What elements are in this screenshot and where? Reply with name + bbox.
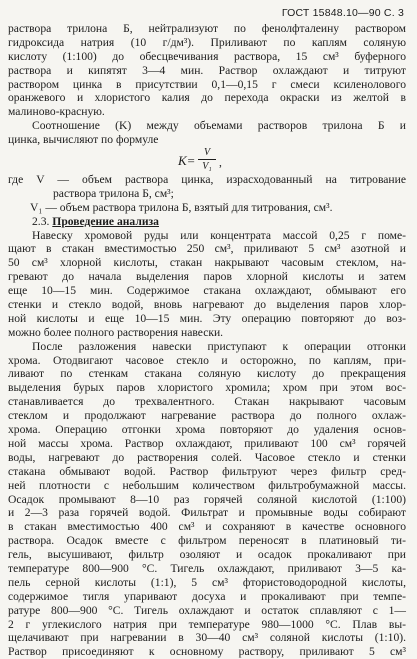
paragraph-ratio <box>8 119 406 147</box>
text-line: гревают до начала выделения паров хлорной кислоты и затем <box>8 270 406 284</box>
text-line: После разложения навески приступают к операции отгонки <box>32 339 406 353</box>
text-line: пель серной кислоты (1:1), 5 см³ фтористоводородной кислоты, <box>8 575 406 589</box>
text-line: 50 см³ хлорной кислоты, стакан накрывают часовым стеклом, на- <box>8 256 406 270</box>
text-line: Навеску хромовой руды или концентрата массой 0,25 г поме- <box>32 228 406 242</box>
text-line: щают в стакан вместимостью 250 см³, приливают 5 см³ азотной и <box>8 242 406 256</box>
text-line: Соотношение (K) между объемами растворов трилона Б и <box>32 119 406 133</box>
text-line: малиново-красную. <box>8 105 105 119</box>
text-line: ливают по стенкам стакана соляную кислоту до прекращения <box>8 367 406 381</box>
text-line: раствора. Осадок вместе с фильтром переносят в платиновый ти- <box>8 534 406 548</box>
text-line: раствора трилона Б, нейтрализуют по фенолфталеину раствором <box>8 22 406 35</box>
page-body <box>8 22 406 659</box>
section-number: 2.3. <box>32 214 50 228</box>
text-line: воды, нагревают до растворения солей. Часовое стекло и стенки <box>8 450 406 464</box>
page-header: ГОСТ 15848.10—90 С. 3 <box>281 7 404 19</box>
formula-k <box>8 147 406 173</box>
formula-numerator: V <box>198 147 216 160</box>
paragraph-distillation <box>8 340 406 659</box>
formula-definitions <box>8 173 406 215</box>
text-line: кислоту (1:100) до обесцвечивания раствора, 15 см³ буферного <box>8 49 406 63</box>
text-line: раствора и кипятят 3—4 мин. Раствор охлаждают и титруют <box>8 63 406 77</box>
text-line: раствором цинка в присутствии 0,1—0,15 г смеси ксиленолового <box>8 77 406 91</box>
text-line: еще 10—15 мин. Содержимое стакана охлаждают, обмывают его <box>8 284 406 298</box>
definition-line: V₁ — объем раствора трилона Б, взятый для титрования, см³. <box>30 200 333 214</box>
text-line: в стакан вместимостью 400 см³ и сохраняют в качестве основного <box>8 520 406 534</box>
text-line: стенки и стекло водой, вновь нагревают до выделения паров хлор- <box>8 298 406 312</box>
formula-fraction <box>198 147 216 172</box>
text-line: стеклом и продолжают нагревание раствора до полного охлаж- <box>8 409 406 423</box>
text-line: гель, высушивают, фильтр озоляют и осадок прокаливают при <box>8 548 406 562</box>
section-heading <box>8 215 406 229</box>
paragraph-titration <box>8 22 406 119</box>
formula-comma: , <box>219 156 222 170</box>
text-line: Раствор присоединяют к основному раствору, приливают 5 см³ <box>8 645 406 659</box>
text-line: щелачивают при нагревании в 30—40 см³ соляной кислоты (1:10). <box>8 631 406 645</box>
text-line: можно более полного растворения навески. <box>8 325 224 339</box>
section-title: Проведение анализа <box>52 214 159 228</box>
text-line: 2 г углекислого натрия при температуре 980—1000 °С. Плав вы- <box>8 617 406 631</box>
text-line: ной массы хрома. Раствор охлаждают, приливают 100 см³ горячей <box>8 436 406 450</box>
text-line: цинка, вычисляют по формуле <box>8 133 159 147</box>
text-line: и 2—3 раза горячей водой. Фильтрат и промывные воды собирают <box>8 506 406 520</box>
paragraph-decomposition <box>8 229 406 340</box>
definition-line: раствора трилона Б, см³; <box>53 186 174 200</box>
text-line: температуре 800—900 °С. Тигель охлаждают, приливают 3—5 ка- <box>8 561 406 575</box>
text-line: ной кислоты и еще 10—15 мин. Эту операцию повторяют до воз- <box>8 311 406 325</box>
text-line: ней плотности с небольшим количеством фильтробумажной массы. <box>8 478 406 492</box>
formula-lhs: K= <box>178 153 196 169</box>
formula-denominator: V₁ <box>202 161 212 173</box>
text-line: выделения бурых паров хлористого хромила; хром при этом вос- <box>8 381 406 395</box>
text-line: гидроксида натрия (10 г/дм³). Приливают по каплям соляную <box>8 35 406 49</box>
text-line: хрома. Отодвигают часовое стекло и осторожно, по каплям, при- <box>8 353 406 367</box>
definition-line: где V — объем раствора цинка, израсходованный на титрование <box>8 173 406 187</box>
text-line: стакана обмывают водой. Раствор фильтруют через фильтр сред- <box>8 464 406 478</box>
text-line: содержимое тигля упаривают досуха и прокаливают при темпе- <box>8 589 406 603</box>
text-line: оранжевого и хлористого калия до перехода окраски из желтой в <box>8 91 406 105</box>
text-line: Осадок промывают 8—10 раз горячей соляной кислотой (1:100) <box>8 492 406 506</box>
text-line: хрома. Операцию отгонки хрома повторяют до удаления основ- <box>8 423 406 437</box>
text-line: станавливается до трехвалентного. Стакан накрывают часовым <box>8 395 406 409</box>
text-line: ратуре 800—900 °С. Тигель охлаждают и остаток сплавляют с 1— <box>8 603 406 617</box>
